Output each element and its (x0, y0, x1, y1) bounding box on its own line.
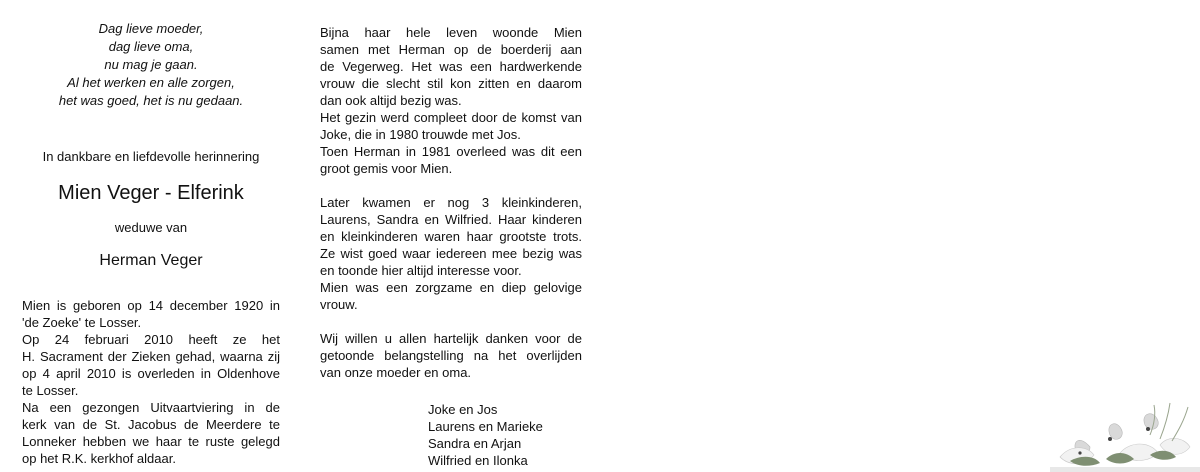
left-column (22, 20, 280, 467)
poem-line: Dag lieve moeder, (98, 21, 204, 36)
paragraph-life (320, 24, 582, 177)
text-line: van onze moeder en oma. (320, 365, 472, 380)
text-line: Bijna haar hele leven woonde Mien (320, 25, 582, 40)
bio-line: Lonneker hebben we haar te ruste gelegd (22, 434, 280, 449)
text-line: dan ook altijd bezig was. (320, 93, 462, 108)
bio-line: Op 24 februari 2010 heeft ze het (22, 332, 280, 347)
text-line: Toen Herman in 1981 overleed was dit een (320, 144, 582, 159)
bio-line: Mien is geboren op 14 december 1920 in (22, 298, 280, 313)
biography (22, 297, 280, 467)
bio-line: 'de Zoeke' te Losser. (22, 315, 142, 330)
flower-decoration (1050, 395, 1200, 472)
poem-line: dag lieve oma, (108, 39, 194, 54)
text-line: de Vegerweg. Het was een hardwerkende (320, 59, 582, 74)
bio-line: H. Sacrament der Zieken gehad, waarna zij (22, 349, 280, 364)
text-line: samen met Herman op de boerderij aan (320, 42, 582, 57)
text-line: vrouw die slecht stil kon zitten en daarom (320, 76, 582, 91)
poem-line: nu mag je gaan. (104, 57, 198, 72)
text-line: en toonde hier altijd interesse voor. (320, 263, 522, 278)
middle-column (320, 24, 582, 469)
text-line: en kleinkinderen waren haar grootste trots. (320, 229, 582, 244)
text-line: Joke, die in 1980 trouwde met Jos. (320, 127, 521, 142)
text-line: Later kwamen er nog 3 kleinkinderen, (320, 195, 582, 210)
paragraph-grandchildren (320, 194, 582, 313)
text-line: groot gemis voor Mien. (320, 161, 453, 176)
text-line: Wij willen u allen hartelijk danken voor de (320, 331, 582, 346)
paragraph-thanks (320, 330, 582, 381)
deceased-name: Mien Veger - Elferink (58, 182, 244, 204)
text-line: vrouw. (320, 297, 358, 312)
family-member: Wilfried en Ilonka (428, 453, 528, 468)
text-line: Ze wist goed waar iedereen mee bezig was (320, 246, 582, 261)
family-member: Sandra en Arjan (428, 436, 522, 451)
text-line: Mien was een zorgzame en diep gelovige (320, 280, 582, 295)
bio-line: op 4 april 2010 is overleden in Oldenhove (22, 366, 280, 381)
text-line: getoonde belangstelling na het overlijden (320, 348, 582, 363)
bio-line: op het R.K. kerkhof aldaar. (22, 451, 176, 466)
family-signoff (428, 401, 582, 469)
poem (22, 20, 280, 110)
dedication: In dankbare en liefdevolle herinnering (42, 149, 260, 164)
text-line: Het gezin werd compleet door de komst van (320, 110, 582, 125)
text-line: Laurens, Sandra en Wilfried. Haar kinderen (320, 212, 582, 227)
bio-line: te Losser. (22, 383, 79, 398)
family-member: Laurens en Marieke (428, 419, 543, 434)
poem-line: het was goed, het is nu gedaan. (58, 93, 244, 108)
widow-of-label: weduwe van (114, 220, 188, 235)
poem-line: Al het werken en alle zorgen, (67, 75, 235, 90)
bio-line: Na een gezongen Uitvaartviering in de (22, 400, 280, 415)
bio-line: kerk van de St. Jacobus de Meerdere te (22, 417, 280, 432)
family-member: Joke en Jos (428, 402, 498, 417)
husband-name: Herman Veger (99, 252, 203, 269)
